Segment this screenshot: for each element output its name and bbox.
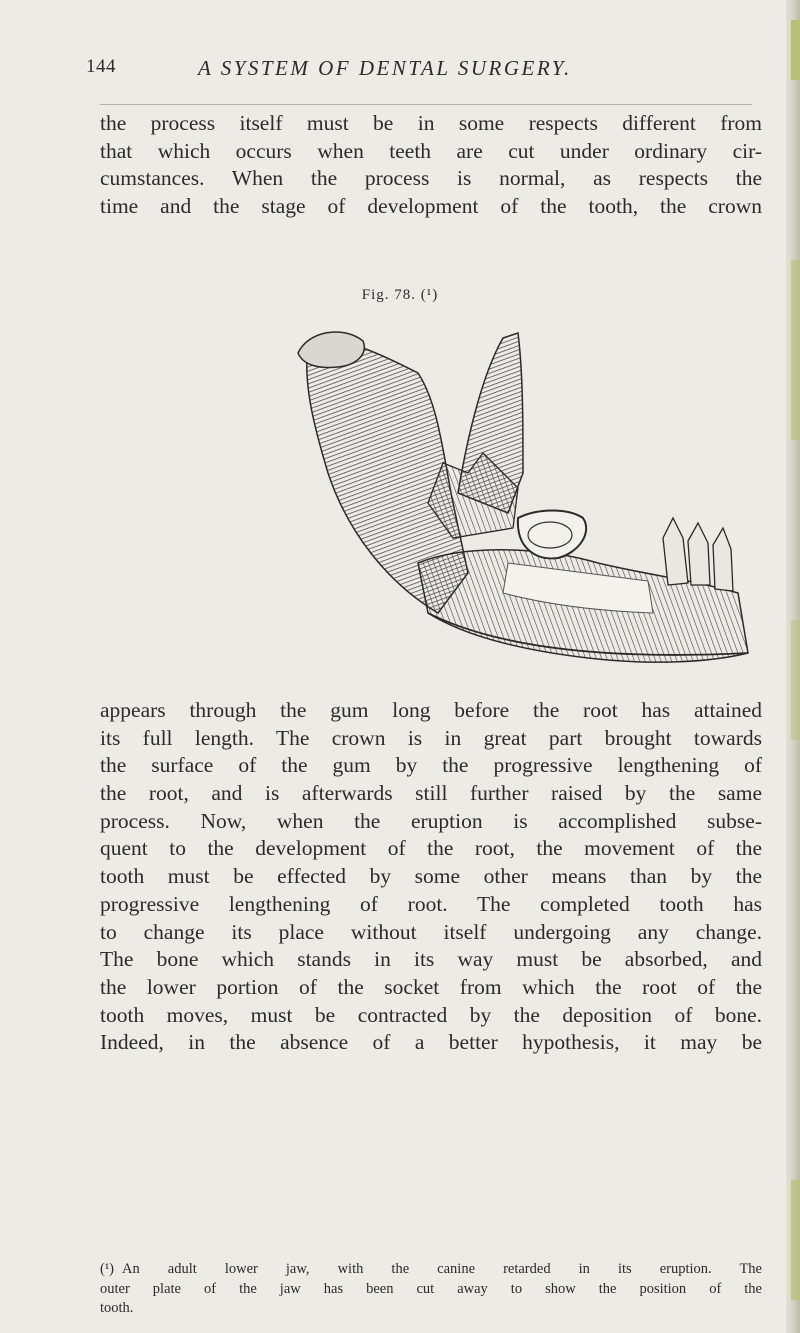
incisor-teeth [663, 518, 733, 591]
page-number: 144 [86, 56, 116, 77]
footnote-line: outer plate of the jaw has been cut away to show the position of the [100, 1280, 762, 1297]
text-line: the process itself must be in some respects different from [100, 111, 762, 135]
text-line: cumstances. When the process is normal, as respects the [100, 166, 762, 191]
text-line: to change its place without itself undergoing any change. [100, 919, 762, 944]
footnote-line: tooth. [100, 1300, 134, 1316]
text-line: the surface of the gum by the progressive lengthening of [100, 753, 762, 778]
header-rule [100, 104, 752, 105]
footnote-marker: (¹) [100, 1261, 115, 1277]
text-line: appears through the gum long before the root has attained [100, 698, 762, 722]
text-line: its full length. The crown is in great part brought towards [100, 725, 762, 750]
text-line: Indeed, in the absence of a better hypothesis, it may be [100, 1030, 762, 1055]
text-line: time and the stage of development of the tooth, the crown [100, 194, 762, 219]
condyle [298, 332, 364, 368]
figure-caption: Fig. 78. (¹) [361, 287, 439, 303]
page-edge-tab [791, 1180, 800, 1300]
paragraph-top [100, 110, 762, 221]
page-edge-tab [791, 20, 800, 80]
footnote [100, 1260, 762, 1319]
footnote-line [100, 1260, 762, 1280]
page-header [86, 56, 746, 88]
footnote-text: An adult lower jaw, with the canine retarded in its eruption. The [122, 1261, 762, 1277]
text-line: the root, and is afterwards still further raised by the same [100, 781, 762, 806]
text-line: tooth moves, must be contracted by the deposition of bone. [100, 1002, 762, 1027]
text-line: the lower portion of the socket from which the root of the [100, 974, 762, 999]
text-line: quent to the development of the root, the movement of the [100, 836, 762, 861]
text-line: The bone which stands in its way must be absorbed, and [100, 947, 762, 972]
jaw-illustration [268, 313, 768, 688]
text-line: that which occurs when teeth are cut under ordinary cir- [100, 138, 762, 163]
text-line: process. Now, when the eruption is accomplished subse- [100, 808, 762, 833]
text-line: tooth must be effected by some other means than by the [100, 864, 762, 889]
page-edge-tab [791, 620, 800, 740]
running-head: A SYSTEM OF DENTAL SURGERY. [198, 56, 572, 80]
text-line: progressive lengthening of root. The completed tooth has [100, 891, 762, 916]
paragraph-bottom [100, 697, 762, 1057]
